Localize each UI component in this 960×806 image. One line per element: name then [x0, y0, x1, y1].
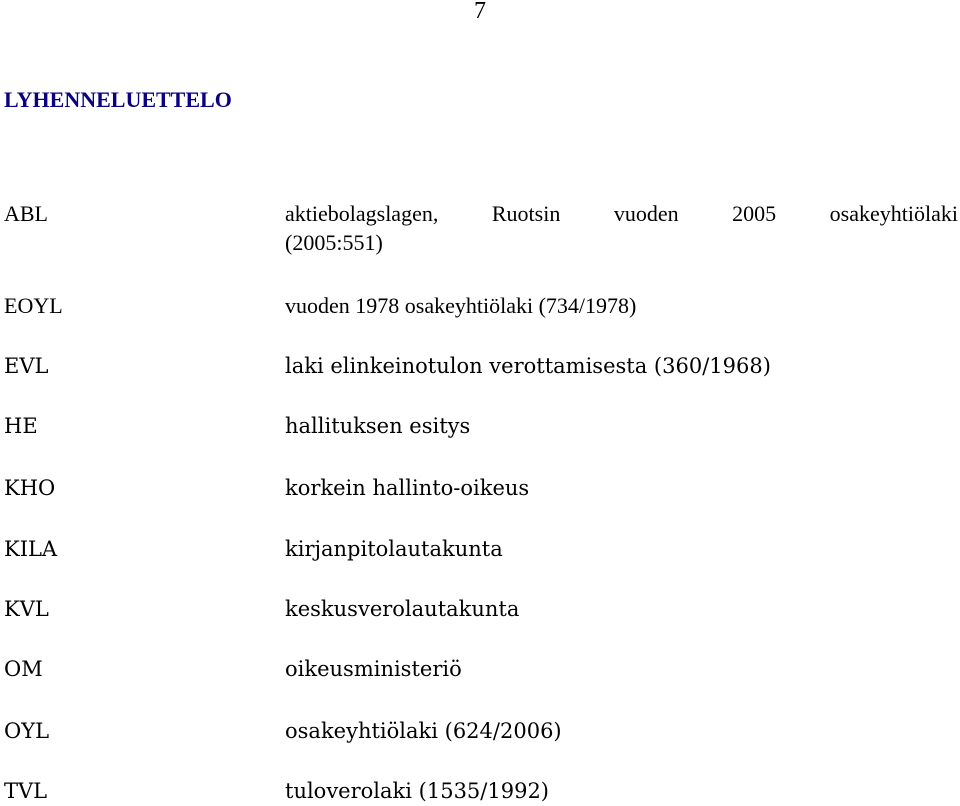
abbreviation: OM — [4, 657, 43, 681]
definition: kirjanpitolautakunta — [285, 537, 503, 561]
abbreviation: EOYL — [4, 293, 63, 318]
definition: hallituksen esitys — [285, 414, 471, 438]
definition: oikeusministeriö — [285, 657, 462, 681]
page-number: 7 — [474, 0, 486, 24]
abbreviation: KHO — [4, 476, 56, 500]
definition: keskusverolautakunta — [285, 597, 520, 621]
abbreviation: ABL — [4, 201, 48, 226]
definition: korkein hallinto-oikeus — [285, 476, 530, 500]
abbreviation: HE — [4, 414, 38, 438]
abbreviation: KILA — [4, 537, 58, 561]
definition: vuoden 1978 osakeyhtiölaki (734/1978) — [285, 293, 637, 318]
definition — [285, 199, 958, 257]
abbreviation: TVL — [4, 779, 48, 803]
abbreviation: EVL — [4, 354, 49, 378]
abbreviation: OYL — [4, 719, 50, 743]
abbreviation: KVL — [4, 597, 49, 621]
definition-line: (2005:551) — [285, 230, 383, 255]
definition: tuloverolaki (1535/1992) — [285, 779, 549, 803]
definition-line: aktiebolagslagen, Ruotsin vuoden 2005 osakeyhtiölaki — [285, 201, 958, 226]
definition: laki elinkeinotulon verottamisesta (360/1968) — [285, 354, 771, 378]
definition: osakeyhtiölaki (624/2006) — [285, 719, 562, 743]
page-heading: LYHENNELUETTELO — [4, 87, 232, 112]
